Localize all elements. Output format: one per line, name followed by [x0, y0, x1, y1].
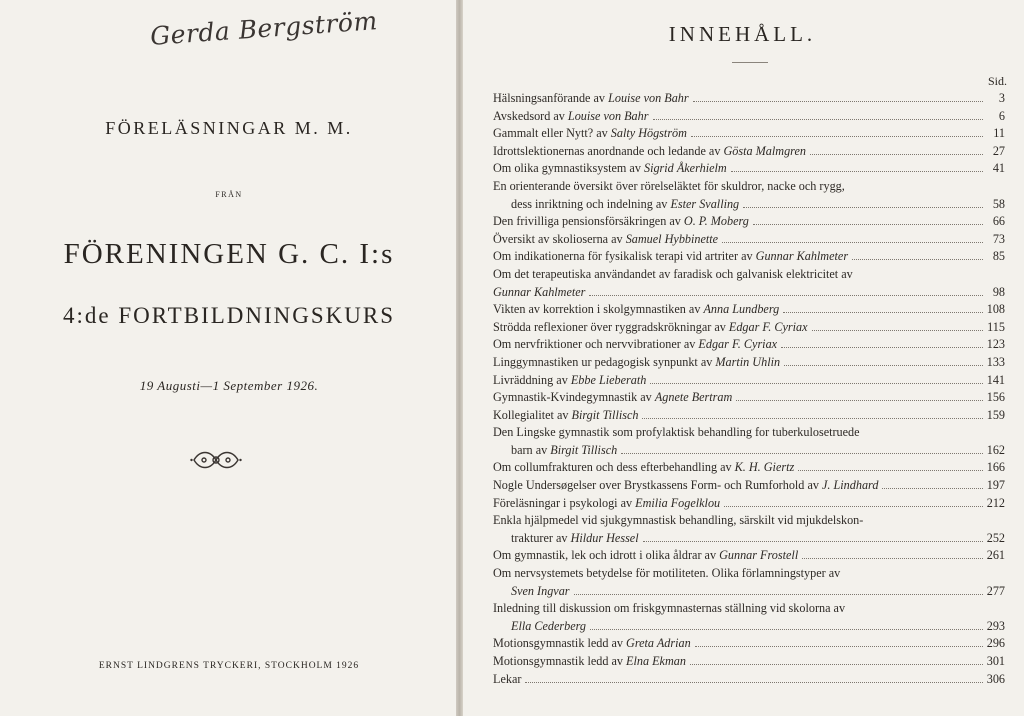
- toc-entry-author: Edgar F. Cyriax: [698, 337, 778, 352]
- toc-entry-author: Anna Lundberg: [703, 302, 780, 317]
- toc-page-number: 123: [986, 337, 1005, 352]
- toc-entry-text: Om olika gymnastiksystem av: [493, 161, 644, 176]
- toc-entry-author: Edgar F. Cyriax: [728, 319, 808, 334]
- toc-entry-title: [511, 583, 570, 601]
- dot-leader: [589, 295, 983, 296]
- dot-leader: [695, 646, 983, 647]
- toc-entry-title: [511, 530, 639, 548]
- toc-entry-author: Samuel Hybbinette: [625, 231, 719, 246]
- toc-entry-text: Om gymnastik, lek och idrott i olika åldrar av: [493, 548, 720, 563]
- toc-entry-title: [511, 442, 617, 460]
- toc-page-number: 41: [992, 161, 1005, 176]
- toc-entry-title: [493, 495, 720, 513]
- toc-entry: [493, 372, 1005, 390]
- toc-entry-text: Avskedsord av: [493, 108, 568, 123]
- toc-page-number: 73: [992, 231, 1005, 246]
- toc-entry-author: Emilia Fogelklou: [635, 495, 721, 510]
- toc-entry-text: Linggymnastiken ur pedagogisk synpunkt av: [493, 354, 716, 369]
- toc-entry-author: Ella Cederberg: [511, 618, 587, 633]
- toc-entry: [493, 671, 1005, 689]
- page-column-label: Sid.: [987, 74, 1007, 88]
- dot-leader: [753, 224, 983, 225]
- toc-entry-title: [493, 459, 794, 477]
- toc-entry-author: J. Lindhard: [822, 478, 879, 493]
- toc-entry-title: [511, 618, 586, 636]
- toc-entry-title: [493, 90, 689, 108]
- toc-entry-lead: En orienterande översikt över rörelseläktet för skuldror, nacke och rygg,: [493, 178, 845, 193]
- dot-leader: [882, 488, 982, 489]
- toc-entry-title: [493, 336, 777, 354]
- toc-entry-title: [493, 372, 646, 390]
- toc-page-number: 252: [986, 530, 1005, 545]
- toc-entry-author: Martin Uhlin: [715, 354, 781, 369]
- ornament-icon: [190, 446, 242, 474]
- toc-entry-title: [493, 248, 848, 266]
- toc-page-number: 133: [986, 354, 1005, 369]
- section-title: FÖRELÄSNINGAR M. M.: [105, 118, 353, 138]
- toc-entry-title: [493, 547, 798, 565]
- toc-entry: [493, 301, 1005, 319]
- dot-leader: [621, 453, 983, 454]
- toc-entry-title: [493, 319, 808, 337]
- toc-page-number: 277: [986, 583, 1005, 598]
- toc-list: [493, 90, 1005, 688]
- toc-page-number: 58: [992, 196, 1005, 211]
- toc-entry: [493, 143, 1005, 161]
- toc-entry-title: [493, 108, 649, 126]
- toc-page-number: 11: [993, 126, 1005, 141]
- toc-entry-text: Nogle Undersøgelser over Brystkassens Form- och Rumforhold av: [493, 478, 823, 493]
- toc-entry: [493, 442, 1005, 460]
- toc-entry-author: Salty Högström: [610, 126, 687, 141]
- toc-entry-text: Motionsgymnastik ledd av: [493, 654, 627, 668]
- toc-entry: [493, 196, 1005, 214]
- toc-entry-text: Gymnastik-Kvindegymnastik av: [493, 390, 655, 405]
- toc-entry-author: K. H. Giertz: [734, 460, 795, 475]
- toc-entry: [493, 125, 1005, 143]
- dot-leader: [653, 119, 984, 120]
- toc-entry: [493, 284, 1005, 302]
- book-gutter: [456, 0, 463, 716]
- toc-entry-text: Hälsningsanförande av: [493, 91, 609, 105]
- toc-entry-text: Om indikationerna för fysikalisk terapi vid artriter av: [493, 249, 756, 264]
- toc-entry-author: Gunnar Kahlmeter: [755, 249, 849, 264]
- toc-entry-author: Gunnar Frostell: [719, 548, 799, 563]
- toc-entry: [493, 407, 1005, 425]
- dot-leader: [798, 470, 982, 471]
- toc-entry: [493, 90, 1005, 108]
- toc-entry-title: [493, 477, 878, 495]
- dot-leader: [691, 136, 983, 137]
- course-title: 4:de FORTBILDNINGSKURS: [62, 303, 396, 328]
- toc-entry-author: Sigrid Åkerhielm: [643, 161, 727, 176]
- toc-entry-text: Föreläsningar i psykologi av: [493, 495, 636, 510]
- toc-entry-lead: Inledning till diskussion om friskgymnasternas ställning vid skolorna av: [493, 601, 846, 616]
- toc-entry: [493, 583, 1005, 601]
- toc-entry-title: [493, 231, 718, 249]
- toc-entry-title: [493, 671, 521, 689]
- toc-entry-text: barn av: [511, 442, 551, 457]
- toc-entry-title: [493, 653, 686, 671]
- toc-entry-author: Birgit Tillisch: [550, 442, 618, 457]
- toc-page-number: 156: [986, 390, 1005, 405]
- dot-leader: [574, 594, 983, 595]
- toc-page-number: 212: [986, 495, 1005, 510]
- toc-entry: [493, 108, 1005, 126]
- toc-entry-text: Livräddning av: [493, 372, 571, 387]
- toc-entry-lead: Om det terapeutiska användandet av faradisk och galvanisk elektricitet av: [493, 266, 853, 281]
- dot-leader: [724, 506, 983, 507]
- printer-imprint: ERNST LINDGRENS TRYCKERI, STOCKHOLM 1926: [98, 661, 360, 671]
- toc-entry-author: Ester Svalling: [670, 196, 740, 211]
- toc-entry-lead: Den Lingske gymnastik som profylaktisk behandling for tuberkulosetruede: [493, 425, 860, 440]
- toc-entry: [493, 495, 1005, 513]
- toc-entry-text: Gammalt eller Nytt? av: [493, 126, 611, 141]
- toc-entry-title: [493, 125, 687, 143]
- heading-rule: [732, 62, 768, 63]
- toc-entry-text: dess inriktning och indelning av: [511, 196, 671, 211]
- toc-page-number: 166: [986, 460, 1005, 475]
- toc-page-number: 261: [986, 548, 1005, 563]
- toc-page-number: 141: [986, 372, 1005, 387]
- dot-leader: [590, 629, 983, 630]
- toc-page-number: 85: [992, 249, 1005, 264]
- toc-entry-author: Louise von Bahr: [608, 91, 689, 105]
- toc-page-number: 293: [986, 618, 1005, 633]
- toc-page-number: 159: [986, 407, 1005, 422]
- toc-entry: [493, 231, 1005, 249]
- dot-leader: [525, 682, 982, 683]
- toc-entry: [493, 653, 1005, 671]
- toc-entry-text: Den frivilliga pensionsförsäkringen av: [493, 214, 684, 229]
- toc-entry: [493, 319, 1005, 337]
- toc-entry-author: Agnete Bertram: [654, 390, 733, 405]
- dot-leader: [783, 312, 983, 313]
- dot-leader: [643, 541, 983, 542]
- dot-leader: [802, 558, 983, 559]
- toc-entry: [493, 389, 1005, 407]
- toc-entry-text: Strödda reflexioner över ryggradskrökningar av: [493, 319, 729, 334]
- toc-entry: [493, 213, 1005, 231]
- dot-leader: [722, 242, 983, 243]
- toc-entry: [493, 459, 1005, 477]
- left-page: [0, 0, 458, 716]
- toc-entry-text: Om nervfriktioner och nervvibrationer av: [493, 337, 699, 352]
- dot-leader: [810, 154, 983, 155]
- toc-entry: [493, 547, 1005, 565]
- toc-entry-text: Om collumfrakturen och dess efterbehandling av: [493, 460, 735, 475]
- dot-leader: [784, 365, 983, 366]
- toc-entry: [493, 635, 1005, 653]
- toc-entry: [493, 618, 1005, 636]
- toc-entry: [493, 336, 1005, 354]
- toc-entry: [493, 160, 1005, 178]
- toc-page-number: 197: [986, 478, 1005, 493]
- from-label: FRÅN: [215, 190, 243, 199]
- toc-entry-lead: Enkla hjälpmedel vid sjukgymnastisk behandling, särskilt vid mjukdelskon-: [493, 513, 864, 528]
- toc-entry-author: Gunnar Kahlmeter: [493, 284, 586, 299]
- toc-entry-title: [493, 284, 585, 302]
- dot-leader: [731, 171, 983, 172]
- toc-entry-text: Kollegialitet av: [493, 407, 572, 422]
- toc-entry-author: Sven Ingvar: [511, 583, 570, 598]
- toc-page-number: 296: [986, 636, 1005, 651]
- toc-page-number: 301: [986, 654, 1005, 668]
- toc-entry-title: [511, 196, 739, 214]
- toc-entry-text: Översikt av skolioserna av: [493, 231, 626, 246]
- toc-entry-title: [493, 143, 806, 161]
- toc-entry-author: O. P. Moberg: [683, 214, 749, 229]
- course-dates: 19 Augusti—1 September 1926.: [139, 378, 319, 393]
- toc-page-number: 27: [992, 143, 1005, 158]
- toc-entry: [493, 354, 1005, 372]
- toc-page-number: 108: [986, 302, 1005, 317]
- toc-entry-text: trakturer av: [511, 530, 571, 545]
- toc-page-number: 162: [986, 442, 1005, 457]
- toc-entry-author: Hildur Hessel: [570, 530, 639, 545]
- toc-page-number: 98: [992, 284, 1005, 299]
- toc-entry-text: Lekar: [493, 671, 522, 686]
- handwritten-signature: Gerda Bergström: [149, 6, 379, 51]
- toc-entry-author: Louise von Bahr: [567, 108, 649, 123]
- toc-page-number: 6: [998, 108, 1005, 123]
- dot-leader: [852, 259, 983, 260]
- dot-leader: [736, 400, 982, 401]
- toc-entry-text: Vikten av korrektion i skolgymnastiken av: [493, 302, 704, 317]
- toc-entry-author: Birgit Tillisch: [571, 407, 639, 422]
- toc-entry-author: Gösta Malmgren: [723, 143, 806, 158]
- toc-entry-title: [493, 301, 779, 319]
- toc-entry-title: [493, 407, 638, 425]
- toc-entry-title: [493, 160, 727, 178]
- organization-name: FÖRENINGEN G. C. I:s: [63, 238, 395, 270]
- dot-leader: [693, 101, 983, 102]
- toc-entry-text: Idrottslektionernas anordnande och ledande av: [493, 143, 724, 158]
- dot-leader: [812, 330, 983, 331]
- toc-entry-title: [493, 354, 780, 372]
- toc-heading: INNEHÅLL.: [668, 22, 817, 46]
- toc-page-number: 115: [987, 319, 1005, 334]
- dot-leader: [743, 207, 983, 208]
- dot-leader: [690, 664, 983, 665]
- toc-entry-text: Motionsgymnastik ledd av: [493, 636, 627, 651]
- dot-leader: [781, 347, 983, 348]
- toc-entry-lead: Om nervsystemets betydelse för motiliteten. Olika förlamningstyper av: [493, 566, 841, 581]
- toc-entry: [493, 530, 1005, 548]
- toc-entry-author: Ebbe Lieberath: [570, 372, 647, 387]
- toc-entry: [493, 248, 1005, 266]
- dot-leader: [650, 383, 982, 384]
- toc-page-number: 3: [998, 91, 1005, 105]
- toc-entry-title: [493, 213, 749, 231]
- dot-leader: [642, 418, 982, 419]
- toc-entry-title: [493, 389, 732, 407]
- toc-entry-author: Greta Adrian: [626, 636, 691, 651]
- toc-entry: [493, 477, 1005, 495]
- toc-entry-author: Elna Ekman: [626, 654, 686, 668]
- toc-page-number: 66: [992, 214, 1005, 229]
- toc-page-number: 306: [986, 671, 1005, 686]
- toc-entry-title: [493, 635, 691, 653]
